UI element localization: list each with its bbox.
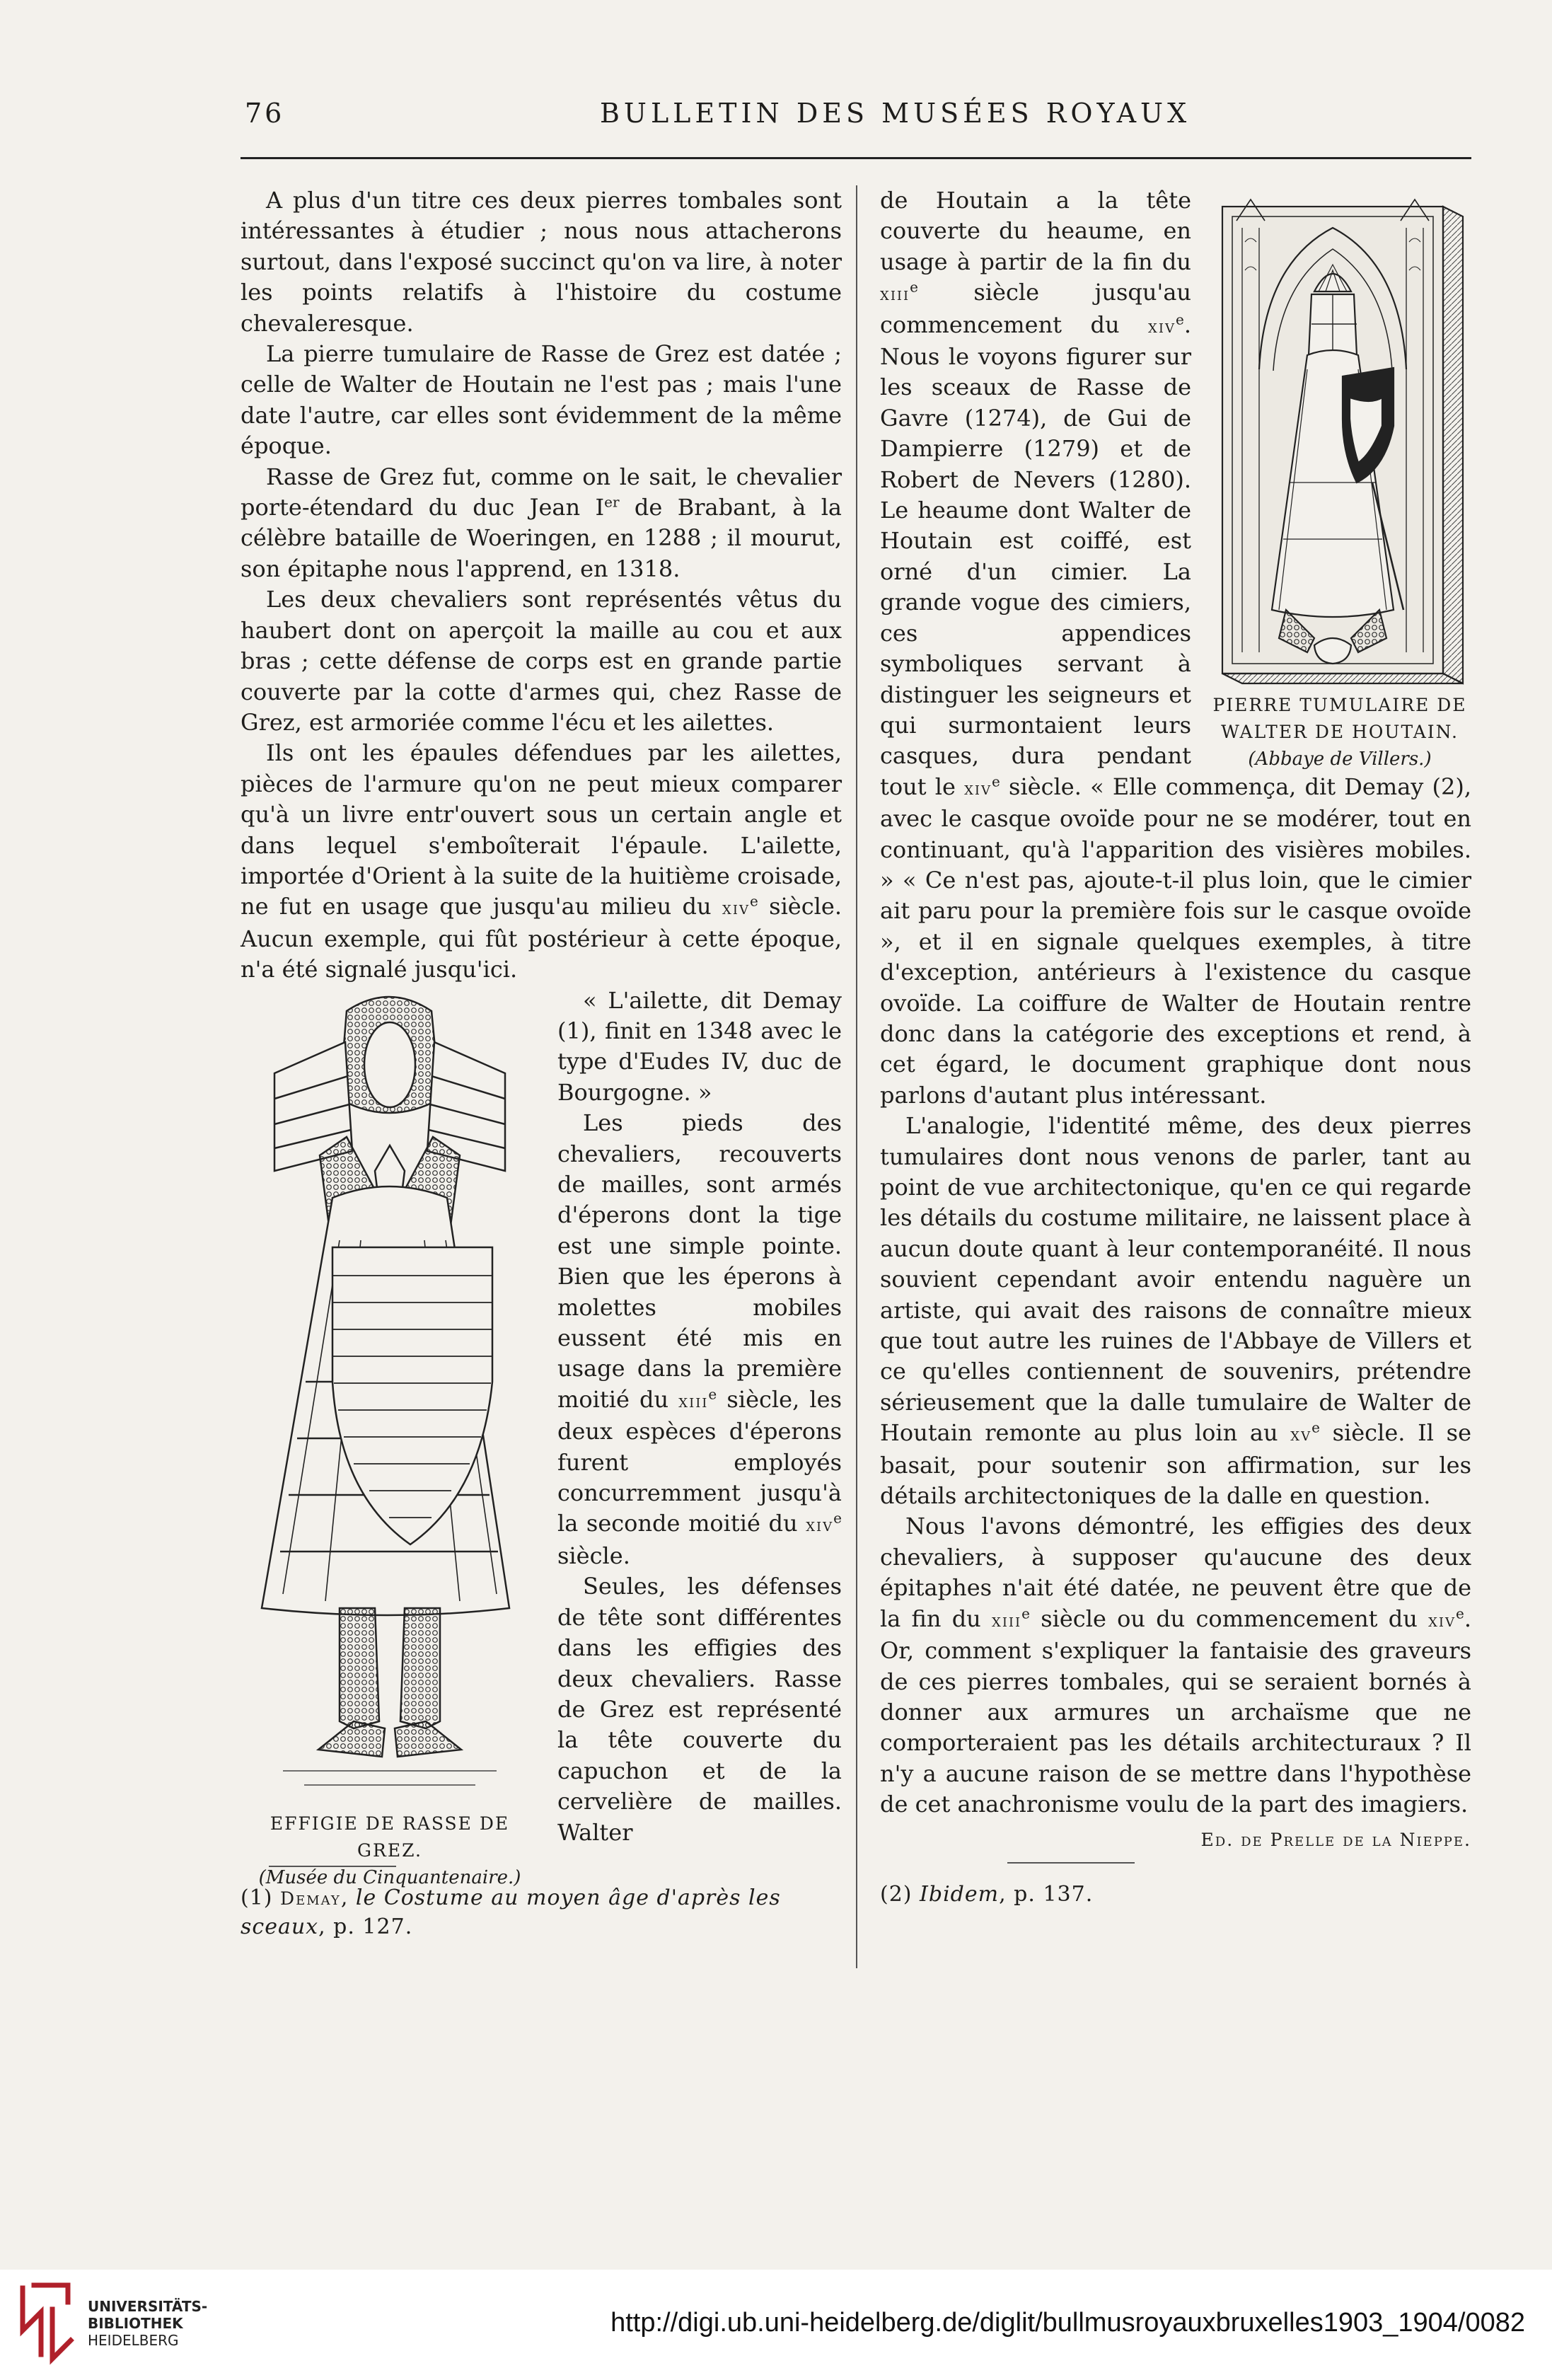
running-title: BULLETIN DES MUSÉES ROYAUX xyxy=(600,98,1191,129)
paragraph: Nous l'avons démontré, les effigies des deux chevaliers, à supposer qu'aucune des deux épitaphes n'ait été datée, ne peuvent être que de la fin du xiii$^e$ siècle ou du commencement du xiv$^e$. Or, comment s'expliquer la fantaisie des graveurs de ces pierres tombales, qui se seraient bornés à donner aux armures un archaïsme que ne comporteraient pas les détails architecturaux ? Il n'y a aucune raison de se mettre dans l'hypothèse de cet anachronisme voulu de la part des imagiers. xyxy=(880,1513,1472,1818)
paragraph: Rasse de Grez fut, comme on le sait, le chevalier porte-étendard du duc Jean Ier de Brabant, à la célèbre bataille de Woeringen, en 1288 ; il mourut, son épitaphe nous l'apprend, en 1318. xyxy=(241,463,842,582)
author-signature: Ed. de Prelle de la Nieppe. xyxy=(1200,1829,1471,1850)
paragraph: Les deux chevaliers sont représentés vêtus du haubert dont on aperçoit la maille au cou et aux bras ; cette défense de corps est en grande partie couverte par la cotte d'armes qui, chez Rasse de Grez, est armoriée comme l'écu et les ailettes. xyxy=(241,586,842,736)
paragraph: A plus d'un titre ces deux pierres tombales sont intéressantes à étudier ; nous nous attacherons surtout, dans l'exposé succinct qu'on va lire, à noter les points relatifs à l'histoire du costume chevaleresque. xyxy=(241,187,842,337)
paragraph: Seules, les défenses de tête sont différentes dans les effigies des deux chevaliers. Rasse de Grez est représenté la tête couverte du capuchon et de la cervelière de mailles. Walter xyxy=(557,1573,842,1846)
paragraph: de Houtain a la tête couverte du heaume, en usage à partir de la fin du xiii$^e$ siècle jusqu'au commencement du xiv$^e$. Nous le voyons figurer sur les sceaux de Rasse de Gavre (1274), de Gui de Dampierre (1279) et de Robert de Nevers (1280). Le heaume dont Walter de Houtain est coiffé, est orné d'un cimier. La grande vogue des cimiers, ces appendices symboliques servant à distinguer les seigneurs et qui surmontaient leurs casques, dura pendant tout le xiv$^e$ siècle. « Elle commença, dit Demay (2), avec le casque ovoïde pour ne se modérer, tout en continuant, qu'à l'apparition des visières mobiles. » « Ce n'est pas, ajoute-t-il plus loin, que le cimier ait paru pour la première fois sur le casque ovoïde », et il en signale quelques exemples, à titre d'exception, antérieurs à l'existence du casque ovoïde. La coiffure de Walter de Houtain rentre donc dans la catégorie des exceptions et rend, à cet égard, le document graphique dont nous parlons d'autant plus intéressant. xyxy=(880,187,1472,1109)
footnote: (2) Ibidem, p. 137. xyxy=(880,1881,1094,1907)
footnote: (1) Demay, le Costume au moyen âge d'après les sceaux, p. 127. xyxy=(241,1885,781,1939)
figure-walter-de-houtain xyxy=(1208,185,1471,770)
heidelberg-library-logo-icon xyxy=(13,2281,78,2366)
header-rule xyxy=(241,157,1471,159)
knight-effigy-illustration xyxy=(241,986,539,1806)
column-divider xyxy=(856,185,857,1968)
figure-caption: PIERRE TUMULAIRE DE WALTER DE HOUTAIN. (Abbaye de Villers.) xyxy=(1212,695,1467,770)
library-footer xyxy=(0,2270,1552,2380)
paragraph: La pierre tumulaire de Rasse de Grez est datée ; celle de Walter de Houtain ne l'est pas ; mais l'une date l'autre, car elles sont évidemment de la même époque. xyxy=(241,340,842,460)
figure-rasse-de-grez xyxy=(241,986,539,1888)
figure-caption: EFFIGIE DE RASSE DE GREZ. (Musée du Cinquantenaire.) xyxy=(258,1813,521,1888)
tombstone-illustration xyxy=(1208,185,1471,695)
source-url-link[interactable]: http://digi.ub.uni-heidelberg.de/diglit/bullmusroyauxbruxelles1903_1904/0082 xyxy=(610,2308,1525,2338)
footnote-rule xyxy=(1007,1862,1135,1864)
paragraph: Ils ont les épaules défendues par les ailettes, pièces de l'armure qu'on ne peut mieux comparer qu'à un livre entr'ouvert sous un certain angle et dans lequel s'emboîterait l'épaule. L'ailette, importée d'Orient à la suite de la huitième croisade, ne fut en usage que jusqu'au milieu du xiv$^e$ siècle. Aucun exemple, qui fût postérieur à cette époque, n'a été signalé jusqu'ici. xyxy=(241,739,842,983)
paragraph: Les pieds des chevaliers, recouverts de mailles, sont armés d'éperons dont la tige est une simple pointe. Bien que les éperons à molettes mobiles eussent été mis en usage dans la première moitié du xiii$^e$ siècle, les deux espèces d'éperons furent employés concurremment jusqu'à la seconde moitié du xiv$^e$ siècle. xyxy=(557,1109,842,1569)
paragraph: « L'ailette, dit Demay (1), finit en 1348 avec le type d'Eudes IV, duc de Bourgogne. » xyxy=(557,986,842,1106)
library-name: UNIVERSITÄTS- BIBLIOTHEK HEIDELBERG xyxy=(88,2298,208,2349)
left-column xyxy=(241,185,842,1941)
paragraph: L'analogie, l'identité même, des deux pierres tumulaires dont nous venons de parler, tant au point de vue architectonique, qu'en ce qui regarde les détails du costume militaire, ne laissent place à aucun doute quant à leur contemporanéité. Il nous souvient cependant avoir entendu naguère un artiste, qui avait des raisons de connaître mieux que tout autre les ruines de l'Abbaye de Villers et ce qu'elles contiennent de souvenirs, prétendre sérieusement que la dalle tumulaire de Walter de Houtain remonte au plus loin au $xv^e$ siècle. Il se basait, pour soutenir son affirmation, sur les détails architectoniques de la dalle en question. xyxy=(880,1112,1472,1510)
right-column xyxy=(880,185,1471,1909)
page-number: 76 xyxy=(245,98,285,129)
